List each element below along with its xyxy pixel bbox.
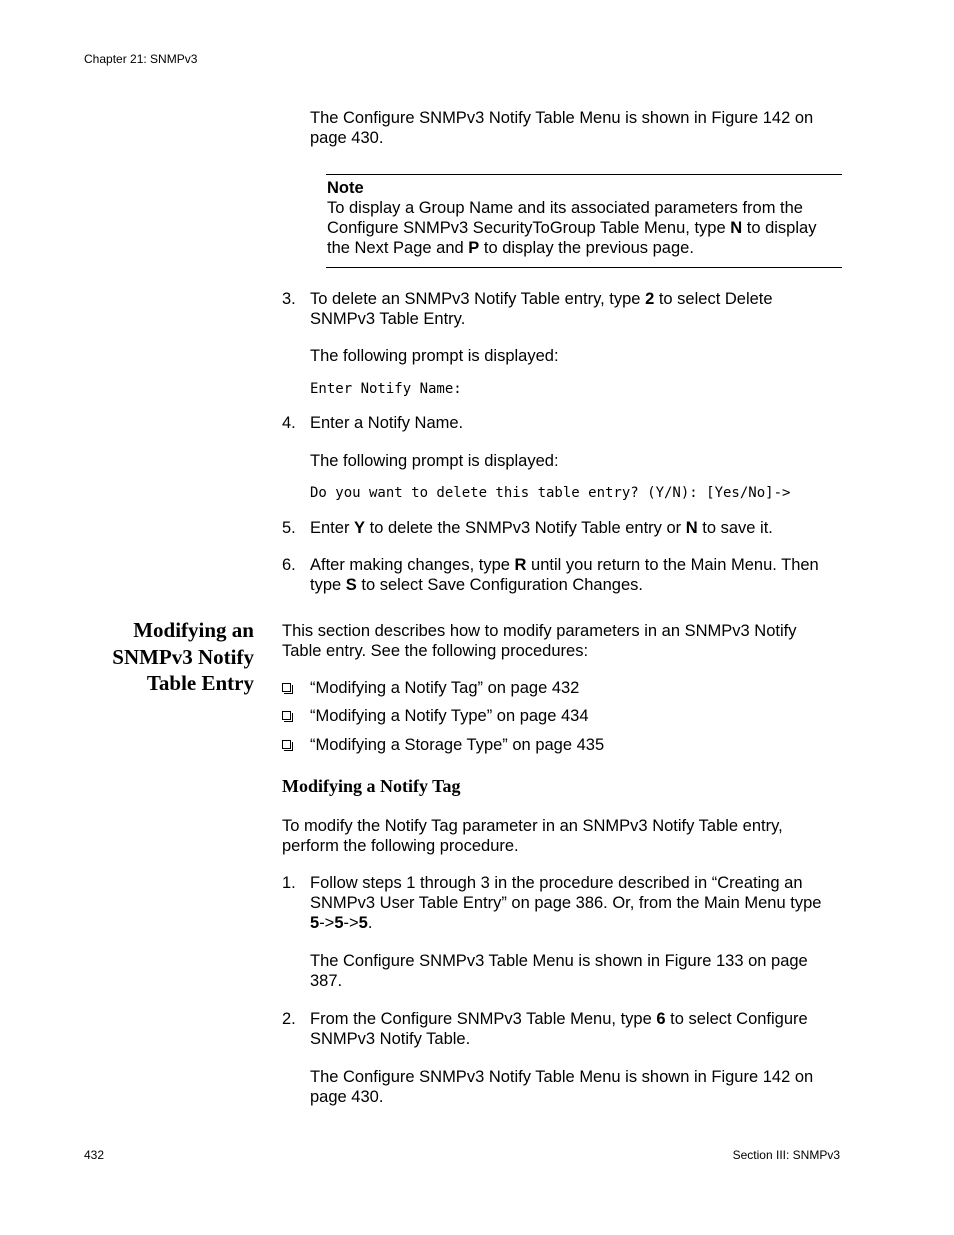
note-box: Note To display a Group Name and its associated parameters from the Configure SNMPv3 SecurityToGroup Table Menu, type N to display the Next Page and P to display the previous page. — [327, 179, 817, 257]
step-number: 5. — [282, 519, 296, 537]
console-prompt: Do you want to delete this table entry? (Y/N): [Yes/No]-> — [310, 485, 791, 501]
prompt-label: The following prompt is displayed: — [310, 452, 559, 470]
section-intro: This section describes how to modify parameters in an SNMPv3 Notify Table entry. See the following procedures: — [282, 622, 797, 660]
step-6-text: After making changes, type R until you return to the Main Menu. Then type S to select Save Configuration Changes. — [310, 556, 819, 594]
step-4-text: Enter a Notify Name. — [310, 414, 464, 432]
step-number: 4. — [282, 414, 296, 432]
sub-step-2-para: The Configure SNMPv3 Notify Table Menu is shown in Figure 142 on page 430. — [310, 1068, 814, 1106]
note-top-rule — [326, 174, 842, 175]
page-number: 432 — [84, 1148, 105, 1162]
step-number: 2. — [282, 1010, 296, 1028]
note-bottom-rule — [326, 267, 842, 268]
console-prompt: Enter Notify Name: — [310, 381, 462, 397]
checkbox-bullet-icon — [282, 683, 291, 692]
step-number: 6. — [282, 556, 296, 574]
step-5-text: Enter Y to delete the SNMPv3 Notify Table entry or N to save it. — [310, 519, 773, 537]
bullet-link[interactable]: “Modifying a Notify Type” on page 434 — [310, 707, 589, 725]
checkbox-bullet-icon — [282, 740, 291, 749]
prompt-label: The following prompt is displayed: — [310, 347, 559, 365]
bullet-link[interactable]: “Modifying a Notify Tag” on page 432 — [310, 679, 580, 697]
step-number: 3. — [282, 290, 296, 308]
checkbox-bullet-icon — [282, 711, 291, 720]
subsection-heading: Modifying a Notify Tag — [282, 776, 461, 796]
step-number: 1. — [282, 874, 296, 892]
running-header: Chapter 21: SNMPv3 — [84, 52, 198, 66]
sub-step-2-text: From the Configure SNMPv3 Table Menu, type 6 to select Configure SNMPv3 Notify Table. — [310, 1010, 808, 1048]
sub-step-1-text: Follow steps 1 through 3 in the procedure described in “Creating an SNMPv3 User Table Entry” on page 386. Or, from the Main Menu type 5->5->5. — [310, 874, 822, 932]
subsection-intro: To modify the Notify Tag parameter in an SNMPv3 Notify Table entry, perform the following procedure. — [282, 817, 783, 855]
bullet-link[interactable]: “Modifying a Storage Type” on page 435 — [310, 736, 605, 754]
intro-paragraph: The Configure SNMPv3 Notify Table Menu is shown in Figure 142 on page 430. — [310, 109, 814, 147]
step-3-text: To delete an SNMPv3 Notify Table entry, type 2 to select Delete SNMPv3 Table Entry. — [310, 290, 773, 328]
running-footer: Section III: SNMPv3 — [732, 1148, 840, 1162]
note-title: Note — [327, 179, 364, 197]
section-heading: Modifying an SNMPv3 Notify Table Entry — [112, 618, 254, 695]
sub-step-1-para: The Configure SNMPv3 Table Menu is shown in Figure 133 on page 387. — [310, 952, 808, 990]
